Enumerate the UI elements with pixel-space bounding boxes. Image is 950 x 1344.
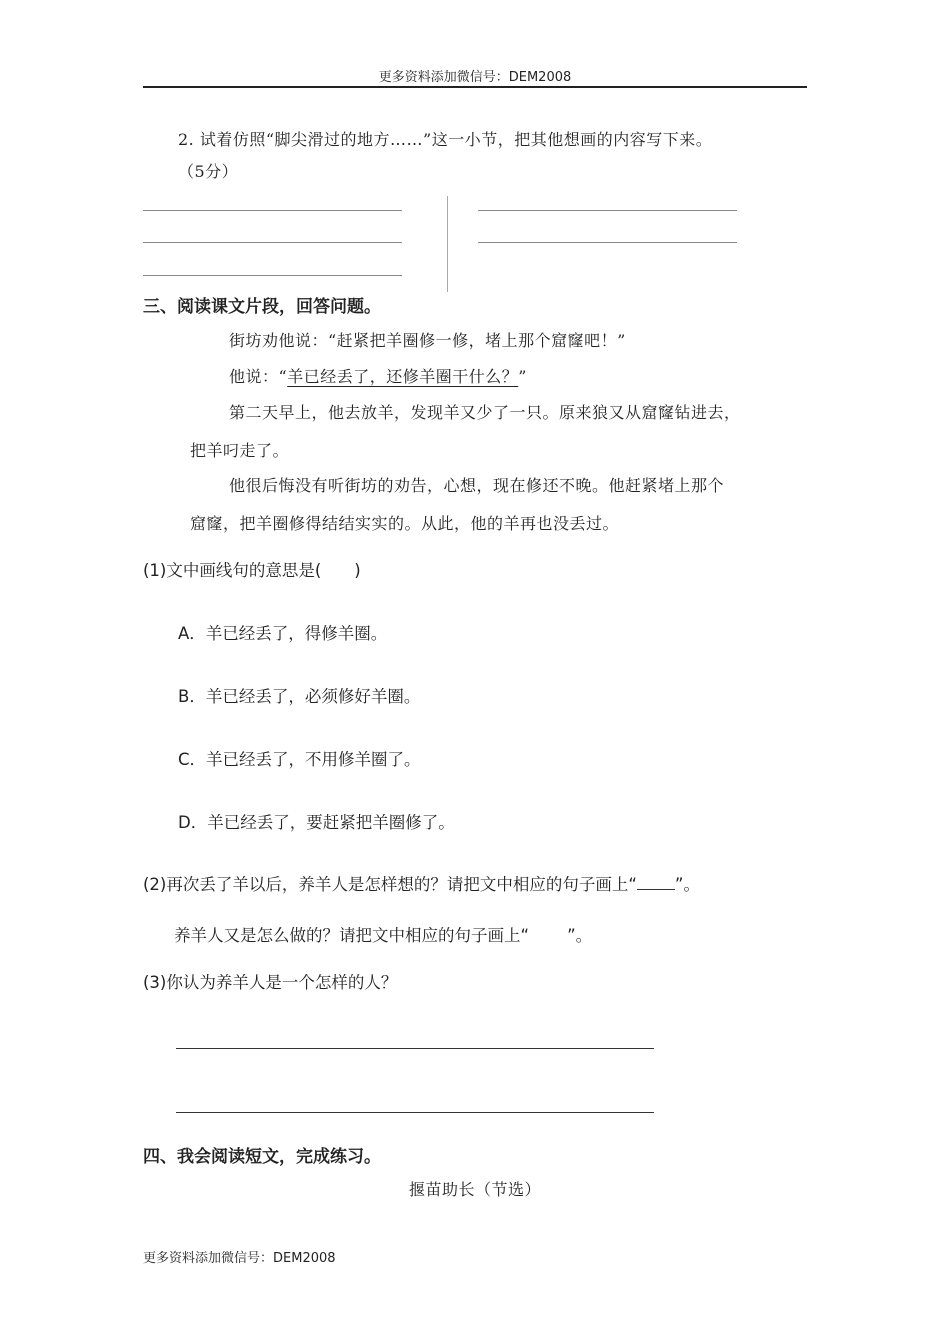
passage-paragraph: 第二天早上，他去放羊，发现羊又少了一只。原来狼又从窟窿钻进去，: [229, 403, 741, 422]
straight-line-mark: [637, 875, 675, 890]
answer-line[interactable]: [176, 1048, 654, 1049]
passage-text: ”: [518, 367, 527, 386]
column-divider: [447, 196, 448, 292]
passage-paragraph: 把羊叼走了。: [190, 441, 290, 460]
answer-line[interactable]: [143, 210, 402, 211]
passage-text: 他说：“: [229, 367, 288, 386]
answer-line[interactable]: [176, 1112, 654, 1113]
answer-line[interactable]: [478, 242, 737, 243]
question-text: ”。: [674, 875, 700, 894]
section3-title: 三、阅读课文片段，回答问题。: [143, 297, 381, 317]
q2-prompt: 2. 试着仿照“脚尖滑过的地方……”这一小节，把其他想画的内容写下来。: [178, 130, 713, 149]
page-footer: 更多资料添加微信号：DEM2008: [143, 1251, 336, 1266]
question-1: (1)文中画线句的意思是( ): [143, 561, 361, 580]
option-a[interactable]: A．羊已经丢了，得修羊圈。: [178, 624, 388, 643]
passage-paragraph: [229, 364, 527, 387]
q2-score: （5分）: [178, 162, 239, 181]
passage-paragraph: 窟窿，把羊圈修得结结实实的。从此，他的羊再也没丢过。: [190, 514, 620, 533]
question-text: ”。: [567, 926, 593, 945]
underlined-sentence: 羊已经丢了，还修羊圈干什么？: [287, 367, 519, 386]
passage-paragraph: 街坊劝他说：“赶紧把羊圈修一修，堵上那个窟窿吧！”: [229, 331, 626, 350]
wavy-line-mark: [529, 926, 567, 940]
option-c[interactable]: C．羊已经丢了，不用修羊圈了。: [178, 750, 421, 769]
answer-line[interactable]: [143, 275, 402, 276]
question-2b: [174, 922, 592, 946]
header-rule: [143, 86, 807, 88]
passage-paragraph: 他很后悔没有听街坊的劝告，心想，现在修还不晚。他赶紧堵上那个: [229, 476, 725, 495]
option-b[interactable]: B．羊已经丢了，必须修好羊圈。: [178, 687, 421, 706]
passage-title: 揠苗助长（节选）: [408, 1180, 541, 1199]
question-3: (3)你认为养羊人是一个怎样的人？: [143, 973, 398, 992]
question-text: 养羊人又是怎么做的？请把文中相应的句子画上“: [174, 926, 530, 945]
option-d[interactable]: D．羊已经丢了，要赶紧把羊圈修了。: [178, 813, 455, 832]
question-text: (2)再次丢了羊以后，养羊人是怎样想的？请把文中相应的句子画上“: [143, 875, 637, 894]
page-header: 更多资料添加微信号：DEM2008: [378, 70, 572, 85]
answer-line[interactable]: [143, 242, 402, 243]
answer-line[interactable]: [478, 210, 737, 211]
question-2: [143, 871, 700, 895]
section4-title: 四、我会阅读短文，完成练习。: [143, 1147, 381, 1167]
